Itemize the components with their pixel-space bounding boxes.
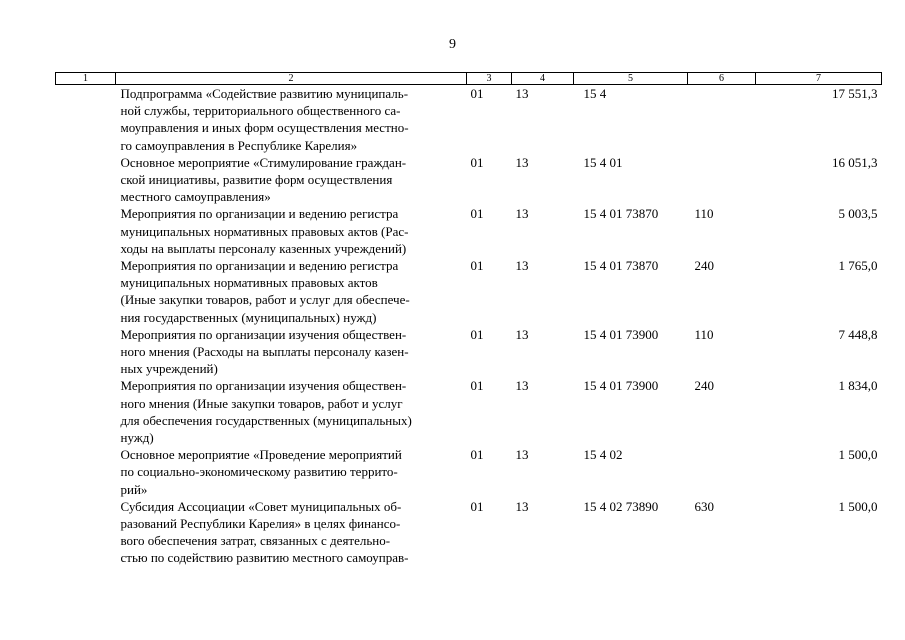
row-number-cell [56,498,116,567]
table-row [56,446,882,498]
column-header: 4 [512,73,574,85]
expense-name-cell [116,326,467,378]
target-article-cell: 15 4 02 [583,447,623,463]
subsection-code-cell: 13 [515,378,529,394]
expense-name-line: Подпрограмма «Содействие развитию муниципаль- [120,86,409,101]
expense-type-cell: 240 [694,258,714,274]
expense-name-line: по социально-экономическому развитию террито- [120,464,398,480]
expense-type-cell: 630 [694,498,714,514]
expense-name-cell [116,446,467,498]
table-row [56,326,882,378]
budget-table [55,72,882,567]
expense-name-line: Мероприятия по организации и ведению регистра [120,258,399,274]
subsection-code-cell: 13 [515,206,529,222]
subsection-code-cell: 13 [515,86,529,101]
row-number-cell [56,257,116,326]
target-article-cell: 15 4 01 73870 [583,258,659,274]
subsection-code-cell: 13 [515,498,529,514]
column-number-row [56,73,882,85]
page-number: 9 [449,37,456,52]
table-body [56,85,882,567]
target-article-cell: 15 4 01 73900 [583,326,659,342]
expense-name-line: Субсидия Ассоциации «Совет муниципальных об- [120,498,402,514]
expense-name-line: Мероприятия по организации изучения обществен- [120,378,407,394]
expense-name-line: местного самоуправления» [120,189,271,205]
table-header [56,73,882,85]
table-row [56,257,882,326]
row-number-cell [56,446,116,498]
column-header: 1 [56,73,116,85]
expense-type-cell [688,85,756,154]
expense-name-cell [116,257,467,326]
expense-name-line: нужд) [120,430,154,446]
table-row [56,377,882,446]
expense-name-line: рий» [120,481,148,497]
column-header: 6 [688,73,756,85]
expense-name-line: вого обеспечения затрат, связанных с деятельно- [120,533,391,549]
expense-name-line: Основное мероприятие «Стимулирование граждан- [120,154,407,170]
section-code-cell: 01 [470,378,484,394]
section-code-cell: 01 [470,258,484,274]
expense-name-line: для обеспечения государственных (муниципальных) [120,412,412,428]
expense-name-cell [116,85,467,154]
expense-name-cell [116,377,467,446]
amount-cell: 17 551,3 [832,86,878,101]
table-row [56,154,882,206]
table-row [56,85,882,154]
target-article-cell: 15 4 [583,86,607,101]
row-number-cell [56,85,116,154]
target-article-cell: 15 4 01 73870 [583,206,659,222]
amount-cell: 7 448,8 [838,326,878,342]
expense-name-line: ния государственных (муниципальных) нужд) [120,309,377,325]
target-article-cell: 15 4 01 [583,154,623,170]
expense-name-line: ных учреждений) [120,361,218,377]
subsection-code-cell: 13 [515,447,529,463]
column-header: 7 [756,73,882,85]
target-article-cell: 15 4 02 73890 [583,498,659,514]
expense-name-line: муниципальных нормативных правовых актов [120,275,378,291]
expense-name-cell [116,205,467,257]
expense-name-line: стью по содействию развитию местного самоуправ- [120,550,409,566]
amount-cell: 1 500,0 [838,498,878,514]
expense-name-cell [116,498,467,567]
expense-name-line: ного мнения (Расходы на выплаты персоналу казен- [120,344,409,360]
subsection-code-cell: 13 [515,258,529,274]
expense-name-line: муниципальных нормативных правовых актов (Рас- [120,223,409,239]
expense-name-line: (Иные закупки товаров, работ и услуг для обеспече- [120,292,410,308]
amount-cell: 1 765,0 [838,258,878,274]
row-number-cell [56,377,116,446]
column-header: 5 [574,73,688,85]
row-number-cell [56,326,116,378]
expense-name-line: моуправления и иных форм осуществления местно- [120,120,409,136]
expense-name-line: ного мнения (Иные закупки товаров, работ и услуг [120,395,403,411]
amount-cell: 5 003,5 [838,206,878,222]
expense-name-line: го самоуправления в Республике Карелия» [120,137,358,153]
amount-cell: 1 834,0 [838,378,878,394]
expense-type-cell [688,154,756,206]
expense-type-cell: 110 [694,206,714,222]
expense-type-cell: 240 [694,378,714,394]
amount-cell: 16 051,3 [832,154,878,170]
expense-name-line: ной службы, территориального общественного са- [120,103,401,119]
amount-cell: 1 500,0 [838,447,878,463]
subsection-code-cell: 13 [515,154,529,170]
row-number-cell [56,154,116,206]
table-row [56,205,882,257]
section-code-cell: 01 [470,326,484,342]
subsection-code-cell: 13 [515,326,529,342]
column-header: 2 [116,73,467,85]
section-code-cell: 01 [470,86,484,101]
expense-name-line: ходы на выплаты персоналу казенных учреждений) [120,240,407,256]
section-code-cell: 01 [470,154,484,170]
target-article-cell: 15 4 01 73900 [583,378,659,394]
table-row [56,498,882,567]
expense-type-cell [688,446,756,498]
expense-name-line: Мероприятия по организации изучения обществен- [120,326,407,342]
expense-name-cell [116,154,467,206]
section-code-cell: 01 [470,498,484,514]
expense-type-cell: 110 [694,326,714,342]
expense-name-line: Мероприятия по организации и ведению регистра [120,206,399,222]
column-header: 3 [467,73,512,85]
expense-name-line: Основное мероприятие «Проведение мероприятий [120,447,402,463]
section-code-cell: 01 [470,447,484,463]
section-code-cell: 01 [470,206,484,222]
expense-name-line: разований Республики Карелия» в целях финансо- [120,516,401,532]
row-number-cell [56,205,116,257]
expense-name-line: ской инициативы, развитие форм осуществления [120,172,393,188]
